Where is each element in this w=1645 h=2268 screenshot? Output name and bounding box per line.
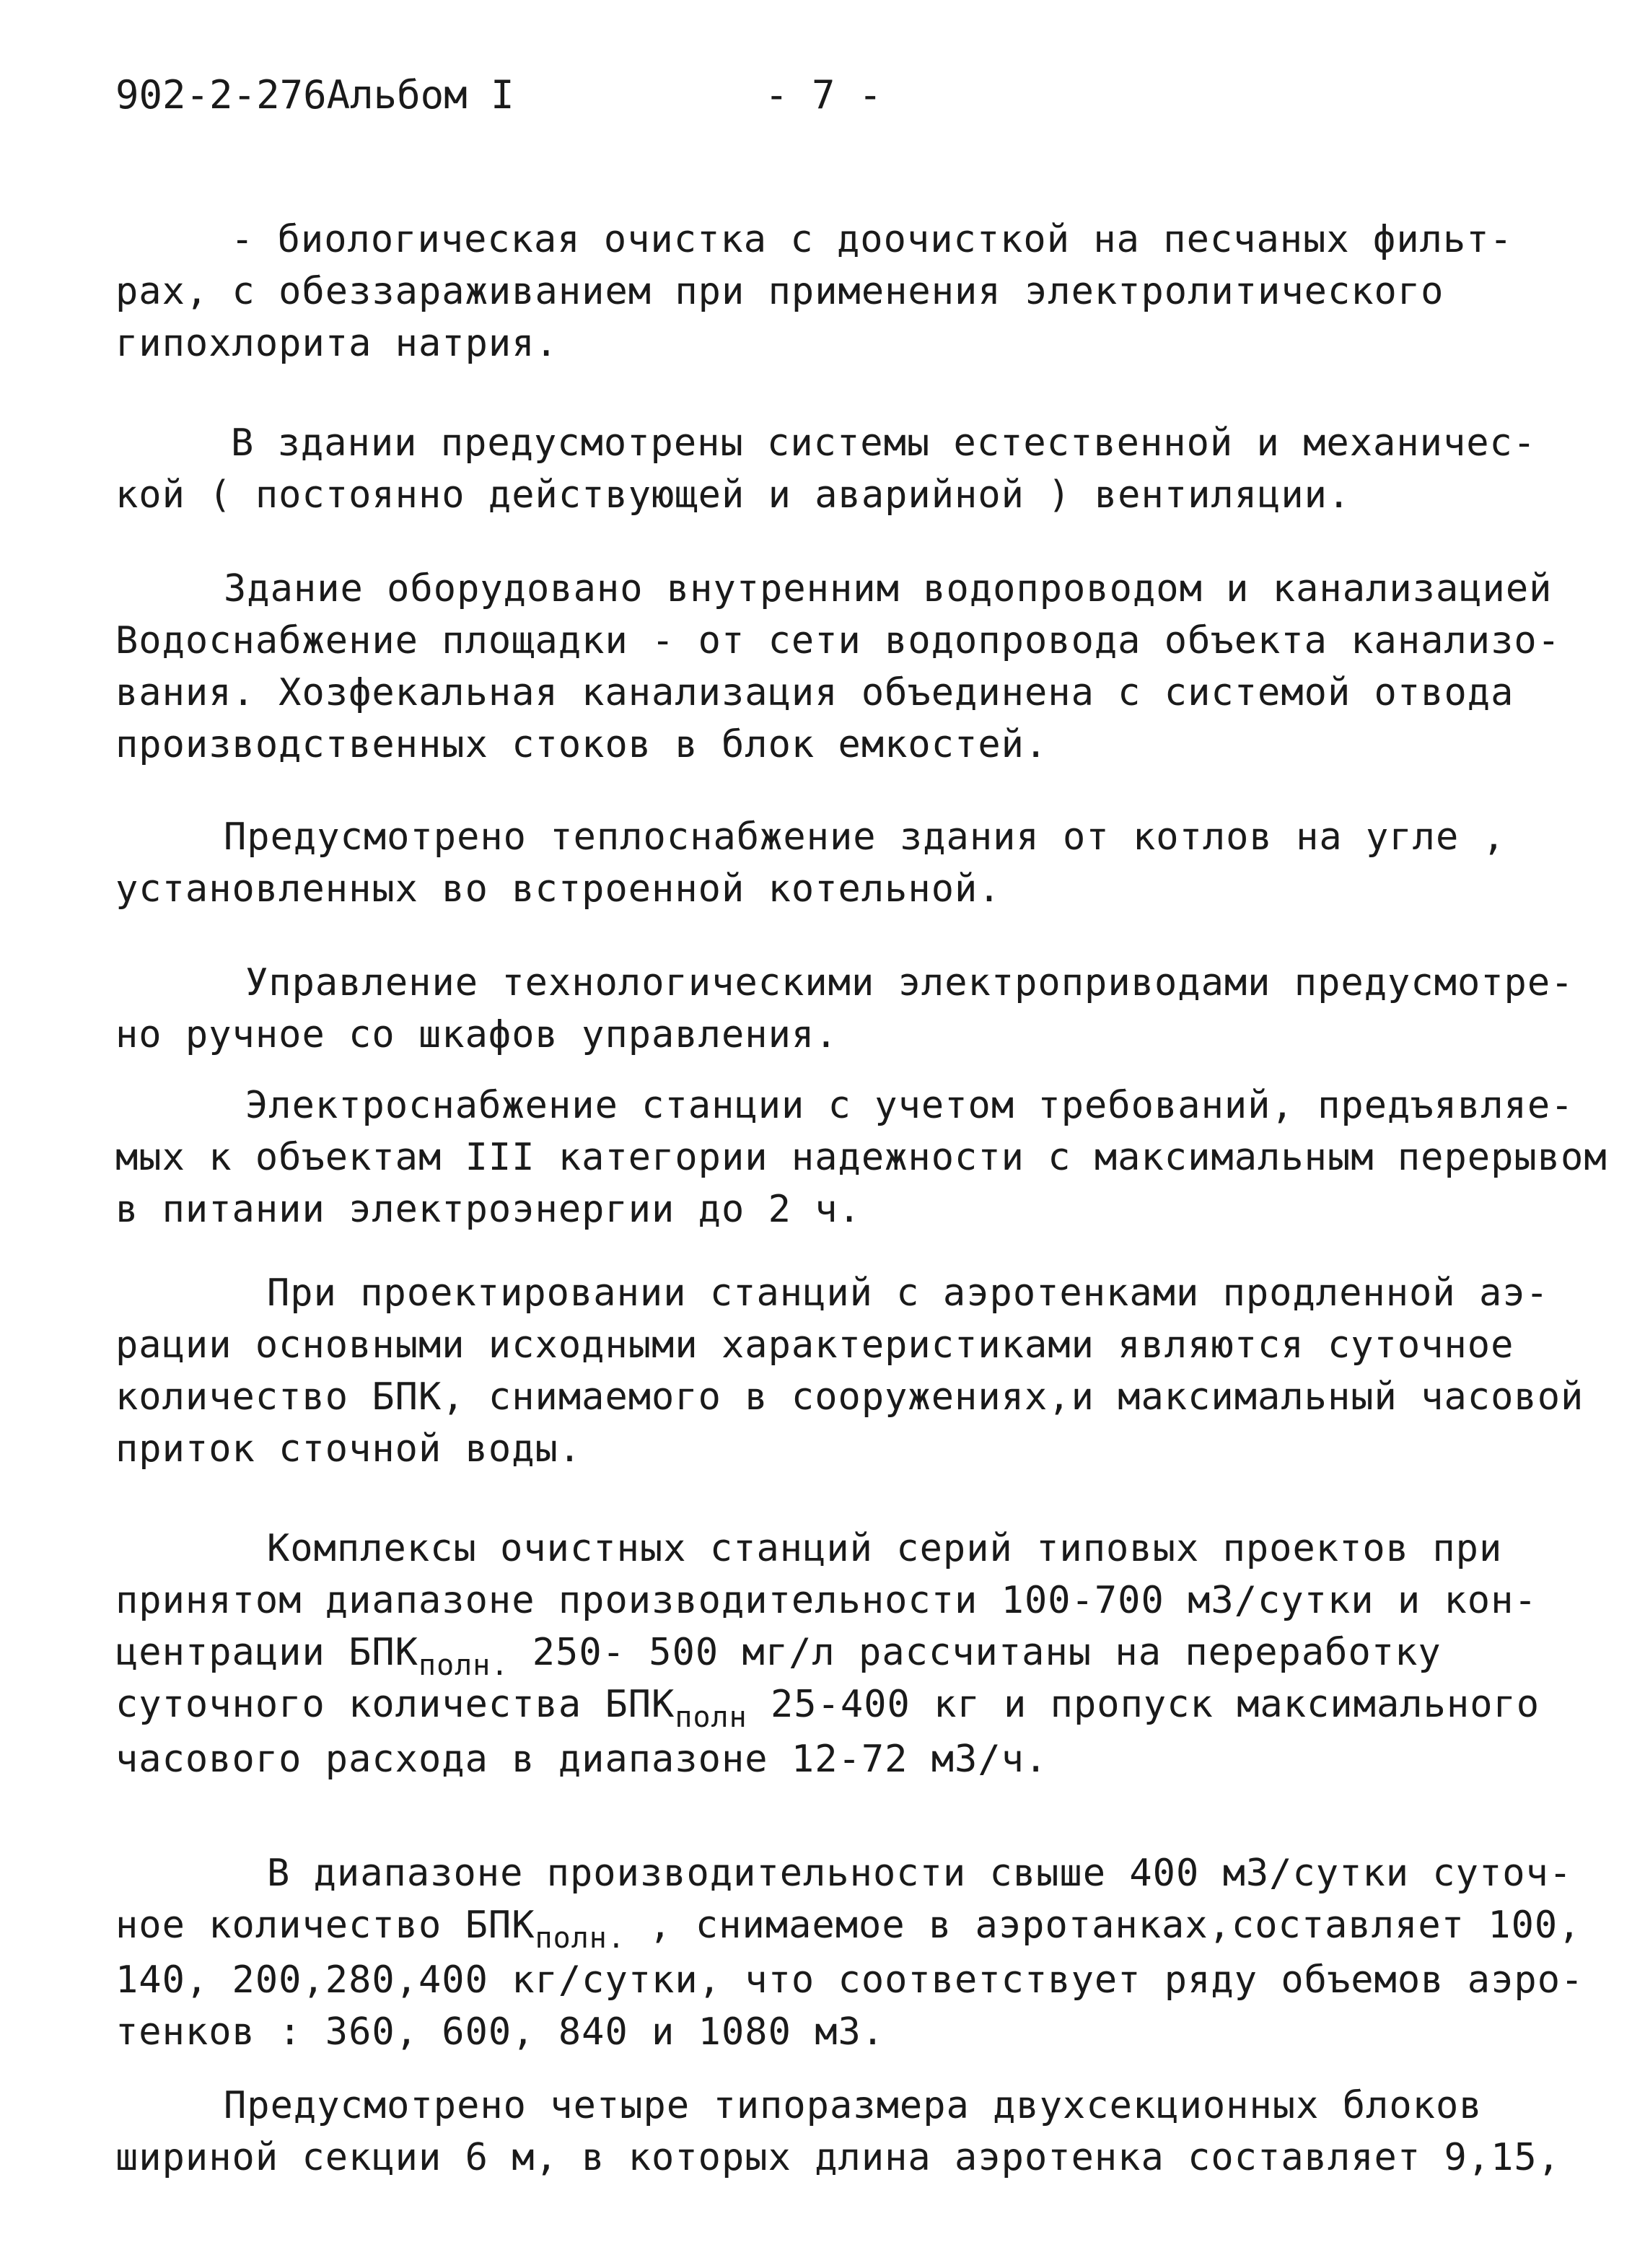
text-line (115, 1902, 1582, 1955)
text-line: В диапазоне производительности свыше 400 м3/сутки суточ- (267, 1852, 1573, 1895)
text-line: гипохлорита натрия. (115, 322, 558, 365)
text-line: часового расхода в диапазоне 12-72 м3/ч. (115, 1738, 1048, 1781)
text-line: Комплексы очистных станций серий типовых проектов при (267, 1527, 1503, 1570)
text-segment: суточного количества БПК (115, 1683, 675, 1726)
text-segment: ное количество БПК (115, 1904, 535, 1947)
text-line: мых к объектам III категории надежности с максимальным перерывом (115, 1136, 1607, 1179)
text-line: шириной секции 6 м, в которых длина аэротенка составляет 9,15, (115, 2136, 1561, 2179)
text-line: Водоснабжение площадки - от сети водопровода объекта канализо- (115, 619, 1561, 662)
text-line: Электроснабжение станции с учетом требований, предъявляе- (245, 1084, 1574, 1127)
text-segment: 25-400 кг и пропуск максимального (747, 1683, 1540, 1726)
subscript: полн (675, 1701, 747, 1734)
text-line: При проектировании станций с аэротенками продленной аэ- (267, 1271, 1549, 1315)
text-line: приток сточной воды. (115, 1427, 582, 1471)
text-segment: центрации БПК (115, 1631, 418, 1674)
text-line (115, 1681, 1540, 1734)
text-line: кой ( постоянно действующей и аварийной ) вентиляции. (115, 473, 1351, 517)
text-line: рах, с обеззараживанием при применения электролитического (115, 270, 1444, 313)
text-segment: , снимаемое в аэротанках,составляет 100, (625, 1904, 1582, 1947)
text-line: В здании предусмотрены системы естественной и механичес- (231, 421, 1537, 465)
text-segment: 250- 500 мг/л рассчитаны на переработку (509, 1631, 1442, 1674)
text-line: Предусмотрено четыре типоразмера двухсекционных блоков (224, 2084, 1483, 2127)
text-line: производственных стоков в блок емкостей. (115, 723, 1048, 766)
text-line: тенков : 360, 600, 840 и 1080 м3. (115, 2010, 885, 2054)
document-code: 902-2-276Альбом I (115, 72, 514, 118)
text-line: - биологическая очистка с доочисткой на песчаных фильт- (231, 218, 1513, 261)
text-line: в питании электроэнергии до 2 ч. (115, 1188, 861, 1231)
text-line: количество БПК, снимаемого в сооружениях,и максимальный часовой (115, 1375, 1584, 1419)
text-line: установленных во встроенной котельной. (115, 867, 1001, 911)
text-line: Управление технологическими электроприводами предусмотре- (245, 961, 1574, 1004)
text-line: принятом диапазоне производительности 100-700 м3/сутки и кон- (115, 1579, 1537, 1622)
text-line: вания. Хозфекальная канализация объединена с системой отвода (115, 671, 1514, 714)
text-line (115, 1629, 1442, 1682)
text-line: 140, 200,280,400 кг/сутки, что соответствует ряду объемов аэро- (115, 1958, 1584, 2002)
subscript: полн. (535, 1922, 626, 1955)
text-line: Предусмотрено теплоснабжение здания от котлов на угле , (224, 815, 1506, 859)
page-number: - 7 - (765, 72, 882, 118)
text-line: Здание оборудовано внутренним водопроводом и канализацией (224, 567, 1553, 610)
subscript: полн. (418, 1649, 509, 1682)
text-line: но ручное со шкафов управления. (115, 1013, 838, 1056)
text-line: рации основными исходными характеристиками являются суточное (115, 1323, 1514, 1367)
